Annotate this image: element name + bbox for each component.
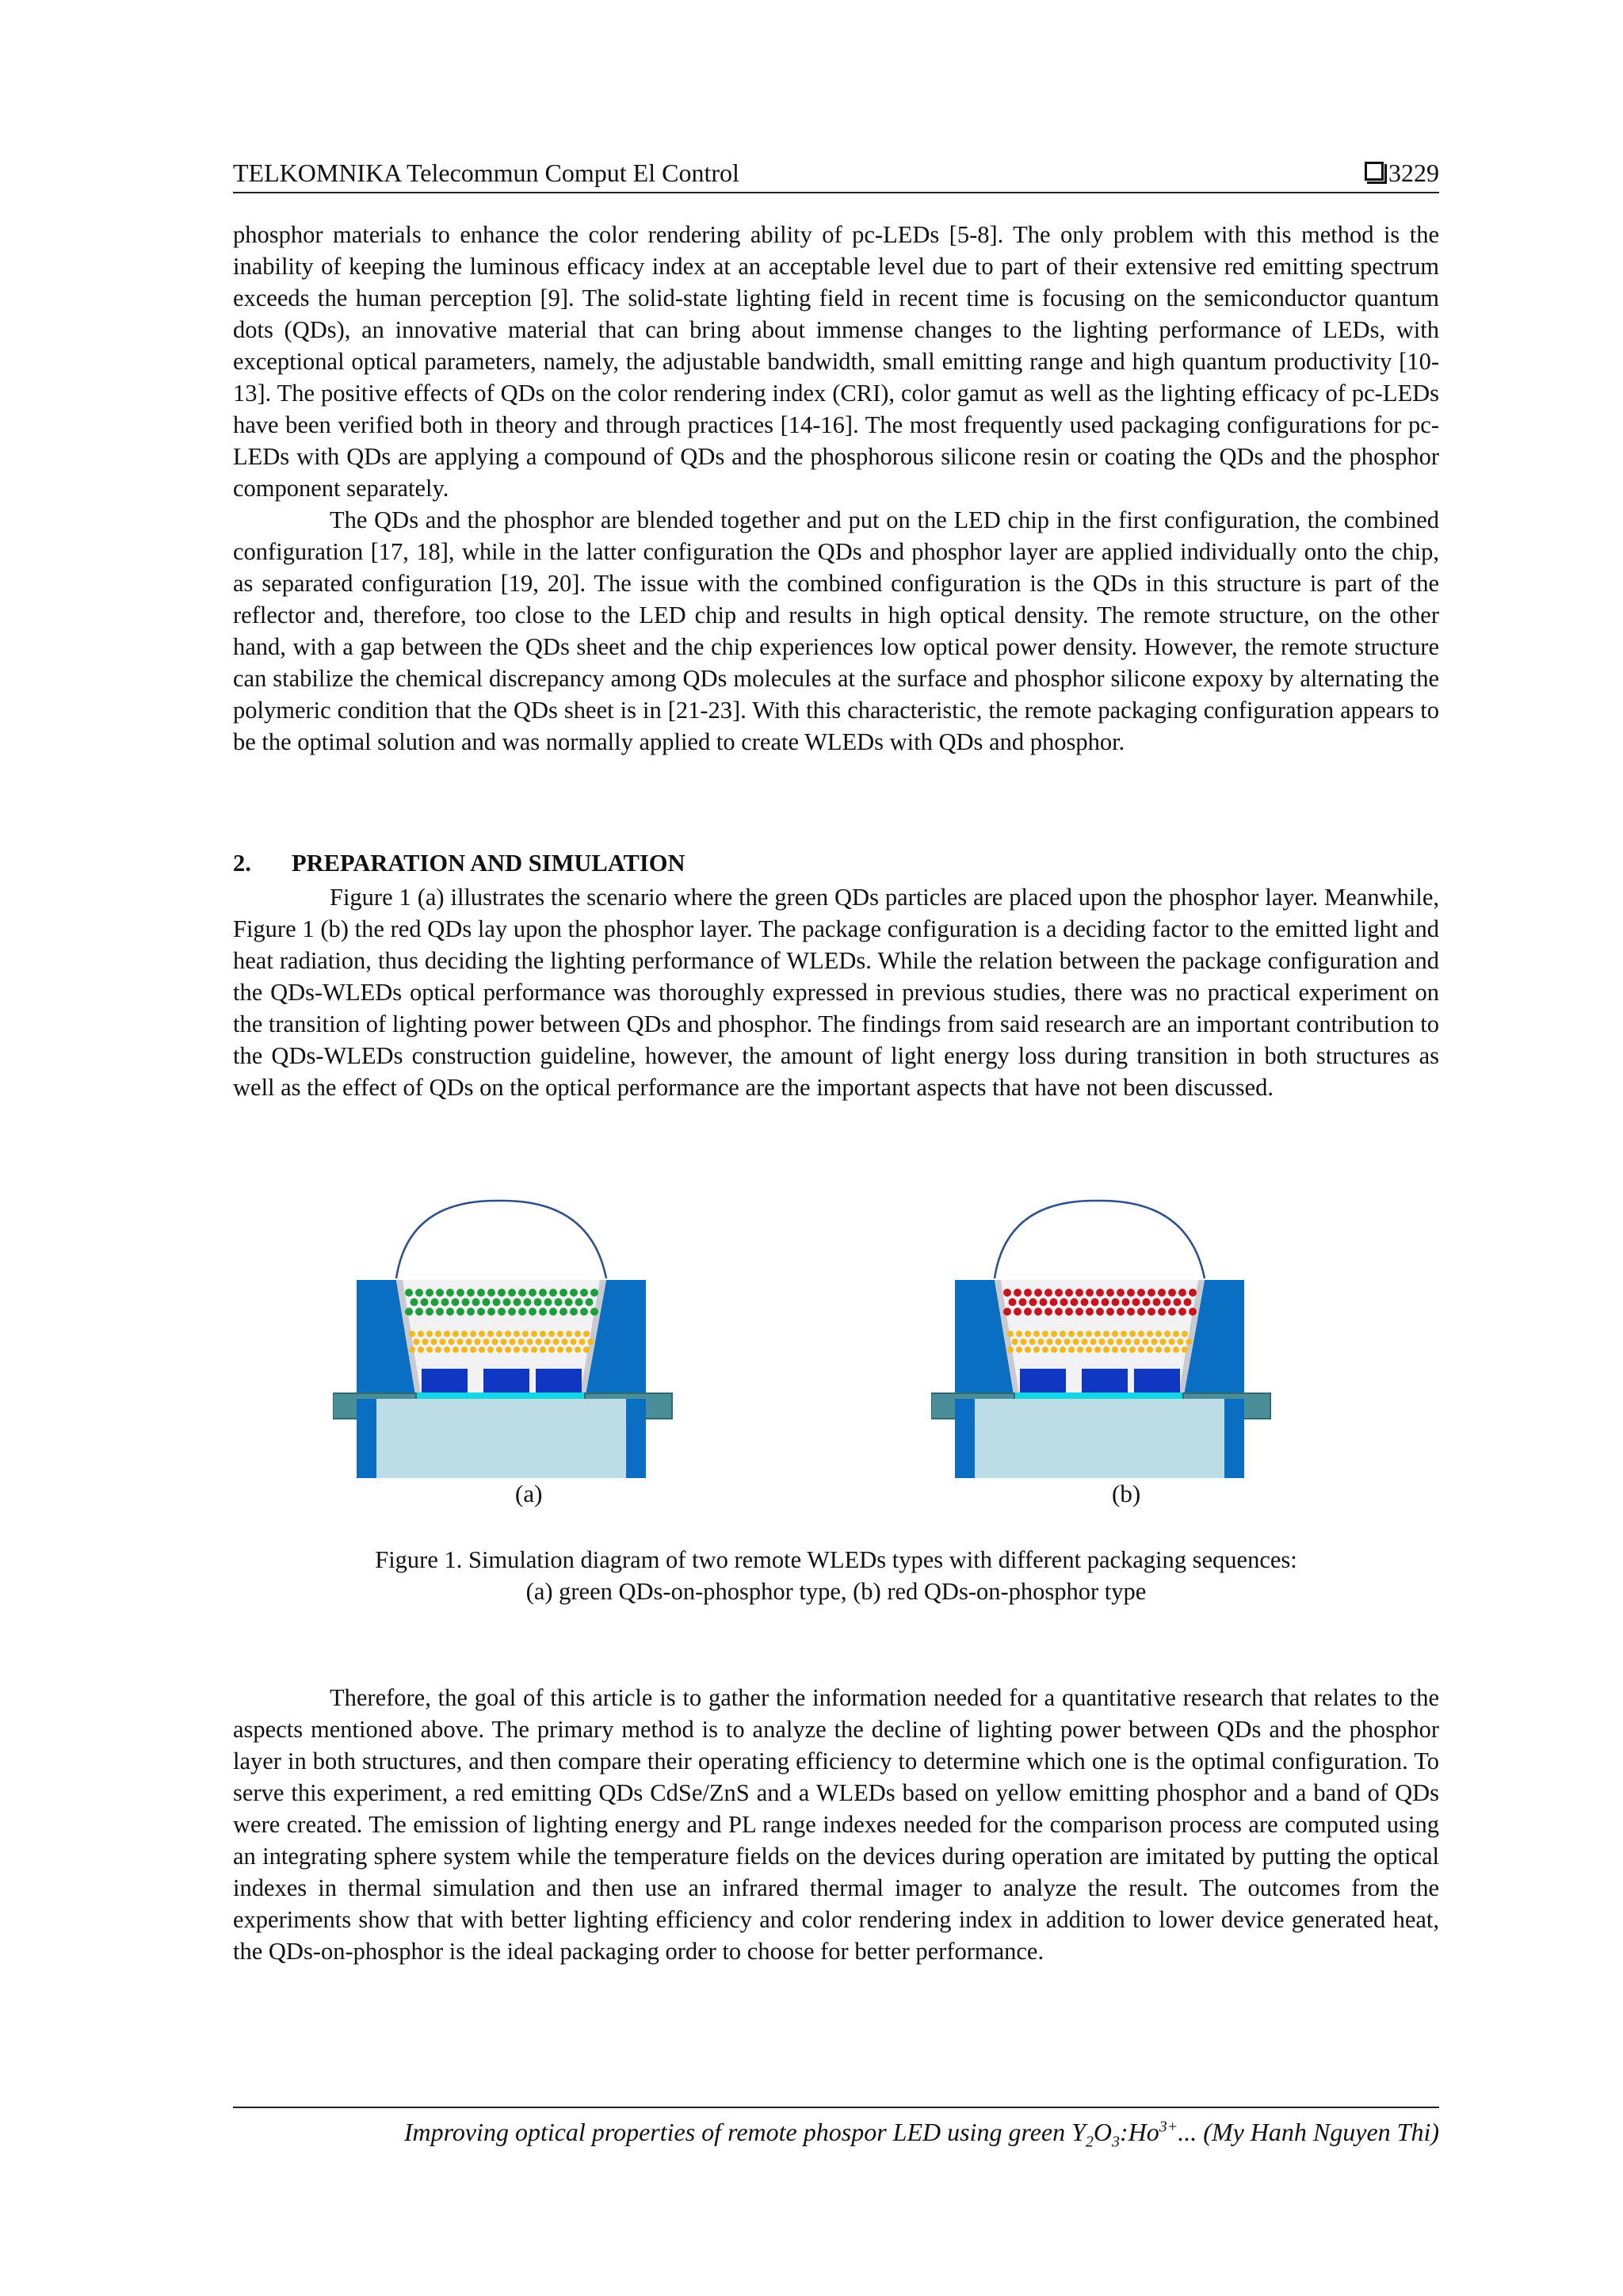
phosphor-particle: [479, 1347, 485, 1353]
red-qd-particle: [1184, 1298, 1192, 1306]
green-qd-particle: [452, 1298, 460, 1306]
page-box-icon: [1365, 162, 1384, 181]
green-qd-particle: [555, 1298, 563, 1306]
phosphor-particle: [470, 1331, 476, 1337]
red-qd-particle: [1091, 1298, 1099, 1306]
phosphor-particle: [1033, 1331, 1040, 1337]
phosphor-particle: [514, 1331, 520, 1337]
phosphor-particle: [1182, 1331, 1188, 1337]
led-chip: [422, 1369, 468, 1392]
phosphor-particle: [1134, 1339, 1140, 1345]
phosphor-particle: [453, 1347, 459, 1353]
red-qd-particle: [1050, 1298, 1058, 1306]
page-footer: [233, 2107, 1439, 2151]
green-qd-particle: [570, 1289, 578, 1297]
phosphor-particle: [1016, 1331, 1022, 1337]
led-chip: [1134, 1369, 1180, 1392]
phosphor-particle: [557, 1331, 563, 1337]
chip-base: [1014, 1392, 1183, 1399]
green-qd-particle: [415, 1289, 423, 1297]
green-qd-particle: [446, 1289, 454, 1297]
phosphor-particle: [548, 1347, 555, 1353]
red-qd-particle: [1081, 1298, 1089, 1306]
phosphor-particle: [1086, 1331, 1092, 1337]
phosphor-particle: [435, 1347, 441, 1353]
phosphor-particle: [1060, 1347, 1066, 1353]
phosphor-particle: [1077, 1347, 1083, 1353]
phosphor-particle: [1169, 1339, 1175, 1345]
green-qd-particle: [462, 1298, 470, 1306]
phosphor-particle: [1103, 1347, 1109, 1353]
phosphor-particle: [492, 1339, 498, 1345]
phosphor-particle: [1068, 1331, 1075, 1337]
red-qd-particle: [1137, 1289, 1145, 1297]
green-qd-particle: [426, 1308, 433, 1316]
footer-sub-2: 3: [1112, 2133, 1121, 2151]
journal-name: TELKOMNIKA Telecommun Comput El Control: [233, 159, 739, 187]
figure-1a-diagram: [333, 1193, 729, 1494]
red-qd-particle: [1086, 1308, 1094, 1316]
phosphor-particle: [431, 1339, 437, 1345]
green-qd-particle: [549, 1289, 557, 1297]
figure-label-b: (b): [1112, 1480, 1141, 1507]
green-qd-particle: [580, 1308, 588, 1316]
paragraph-4: Therefore, the goal of this article is to gather the information needed for a quantitative research that relates to the aspects mentioned above. The primary method is to analyze the decline of lighting power between QDs and the phosphor layer in both structures, and then compare their operating efficiency to determine which one is the optimal configuration. To serve this experiment, a red emitting QDs CdSe/ZnS and a WLEDs based on yellow emitting phosphor and a band of QDs were created. The emission of lighting energy and PL range indexes needed for the comparison process are computed using an integrating sphere system while the temperature fields on the devices during operation are imitated by putting the optical indexes in thermal simulation and then use an infrared thermal imager to analyze the result. The outcomes from the experiments show that with better lighting efficiency and color rendering index in addition to lower device generated heat, the QDs-on-phosphor is the ideal packaging order to choose for better performance.: [233, 1684, 1439, 1965]
red-qd-particle: [1158, 1289, 1166, 1297]
phosphor-particle: [1094, 1347, 1101, 1353]
phosphor-particle: [1108, 1339, 1114, 1345]
phosphor-particle: [1099, 1339, 1106, 1345]
phosphor-particle: [1082, 1339, 1088, 1345]
phosphor-particle: [479, 1331, 485, 1337]
red-qd-particle: [1106, 1289, 1114, 1297]
phosphor-particle: [1143, 1339, 1149, 1345]
phosphor-particle: [444, 1347, 450, 1353]
phosphor-particle: [1038, 1339, 1044, 1345]
phosphor-particle: [409, 1331, 415, 1337]
phosphor-particle: [531, 1331, 537, 1337]
green-qd-particle: [498, 1308, 506, 1316]
phosphor-particle: [531, 1347, 537, 1353]
figure-1b-diagram: [931, 1193, 1327, 1494]
substrate: [376, 1399, 626, 1478]
phosphor-particle: [501, 1339, 507, 1345]
phosphor-particle: [449, 1339, 455, 1345]
green-qd-particle: [436, 1308, 444, 1316]
green-qd-particle: [436, 1289, 444, 1297]
red-qd-particle: [1122, 1298, 1130, 1306]
green-qd-particle: [544, 1298, 552, 1306]
red-qd-particle: [1132, 1298, 1140, 1306]
phosphor-particle: [1138, 1347, 1144, 1353]
phosphor-particle: [522, 1331, 529, 1337]
red-qd-particle: [1060, 1298, 1068, 1306]
figure-caption-line-1: Figure 1. Simulation diagram of two remote WLEDs types with different packaging sequences:: [375, 1546, 1297, 1573]
green-qd-particle: [405, 1289, 413, 1297]
led-chip: [1082, 1369, 1128, 1392]
phosphor-particle: [544, 1339, 551, 1345]
green-qd-particle: [405, 1308, 413, 1316]
green-qd-particle: [565, 1298, 573, 1306]
green-qd-particle: [529, 1289, 537, 1297]
red-qd-particle: [1009, 1298, 1017, 1306]
phosphor-particle: [1129, 1331, 1136, 1337]
red-qd-particle: [1003, 1289, 1011, 1297]
footer-title-prefix: Improving optical properties of remote phospor LED using green Y: [403, 2118, 1086, 2146]
phosphor-particle: [1117, 1339, 1123, 1345]
phosphor-particle: [1103, 1331, 1109, 1337]
phosphor-particle: [1073, 1339, 1079, 1345]
phosphor-particle: [1086, 1347, 1092, 1353]
red-qd-particle: [1148, 1308, 1155, 1316]
red-qd-particle: [1096, 1308, 1104, 1316]
phosphor-particle: [457, 1339, 464, 1345]
green-qd-particle: [559, 1308, 567, 1316]
green-qd-particle: [508, 1308, 516, 1316]
green-qd-particle: [590, 1308, 598, 1316]
phosphor-particle: [487, 1347, 494, 1353]
paragraph-3: Figure 1 (a) illustrates the scenario where the green QDs particles are placed upon the phosphor layer. Meanwhile, Figure 1 (b) the red QDs lay upon the phosphor layer. The package configuration is a deciding factor to the emitted light and heat radiation, thus deciding the lighting performance of WLEDs. While the relation between the package configuration and the QDs-WLEDs optical performance was thoroughly expressed in previous studies, there was no practical experiment on the transition of lighting power between QDs and phosphor. The findings from said research are an important contribution to the QDs-WLEDs construction guideline, however, the amount of light energy loss during transition in both structures as well as the effect of QDs on the optical performance are the important aspects that have not been discussed.: [233, 884, 1439, 1101]
phosphor-particle: [583, 1347, 590, 1353]
phosphor-particle: [1064, 1339, 1071, 1345]
phosphor-particle: [1147, 1347, 1153, 1353]
paragraph-1: phosphor materials to enhance the color rendering ability of pc-LEDs [5-8]. The only problem with this method is the inability of keeping the luminous efficacy index at an acceptable level due to part of their extensive red emitting spectrum exceeds the human perception [9]. The solid-state lighting field in recent time is focusing on the semiconductor quantum dots (QDs), an innovative material that can bring about immense changes to the lighting performance of LEDs, with exceptional optical parameters, namely, the adjustable bandwidth, small emitting range and high quantum productivity [10-13]. The positive effects of QDs on the color rendering index (CRI), color gamut as well as the lighting efficacy of pc-LEDs have been verified both in theory and through practices [14-16]. The most frequently used packaging configurations for pc-LEDs with QDs are applying a compound of QDs and the phosphorous silicone resin or coating the QDs and the phosphor component separately.: [233, 221, 1439, 502]
phosphor-particle: [1077, 1331, 1083, 1337]
paragraph-2: The QDs and the phosphor are blended together and put on the LED chip in the first configuration, the combined configuration [17, 18], while in the latter configuration the QDs and phosphor layer are applied individually onto the chip, as separated configuration [19, 20]. The issue with the combined configuration is the QDs in this structure is part of the reflector and, therefore, too close to the LED chip and results in high optical density. The remote structure, on the other hand, with a gap between the QDs sheet and the chip experiences low optical power density. However, the remote structure can stabilize the chemical discrepancy among QDs molecules at the surface and phosphor silicone expoxy by alternating the polymeric condition that the QDs sheet is in [21-23]. With this characteristic, the remote packaging configuration appears to be the optimal solution and was normally applied to create WLEDs with QDs and phosphor.: [233, 506, 1439, 755]
green-qd-particle: [446, 1308, 454, 1316]
green-qd-particle: [508, 1289, 516, 1297]
green-qd-particle: [590, 1289, 598, 1297]
red-qd-particle: [1075, 1289, 1083, 1297]
phosphor-particle: [435, 1331, 441, 1337]
green-qd-particle: [518, 1289, 526, 1297]
phosphor-particle: [1051, 1331, 1057, 1337]
red-qd-particle: [1034, 1289, 1042, 1297]
phosphor-particle: [1173, 1331, 1179, 1337]
red-qd-particle: [1029, 1298, 1037, 1306]
red-qd-particle: [1174, 1298, 1182, 1306]
green-qd-particle: [456, 1289, 464, 1297]
green-qd-particle: [421, 1298, 429, 1306]
green-qd-particle: [575, 1298, 583, 1306]
phosphor-particle: [426, 1347, 433, 1353]
phosphor-particle: [422, 1339, 429, 1345]
phosphor-particle: [1056, 1339, 1062, 1345]
red-qd-particle: [1153, 1298, 1161, 1306]
phosphor-particle: [1042, 1347, 1048, 1353]
red-qd-particle: [1044, 1289, 1052, 1297]
phosphor-particle: [579, 1339, 586, 1345]
phosphor-particle: [496, 1347, 502, 1353]
green-qd-particle: [467, 1289, 475, 1297]
substrate: [975, 1399, 1224, 1478]
red-qd-particle: [1112, 1298, 1120, 1306]
red-qd-particle: [1003, 1308, 1011, 1316]
figure-1b: [931, 1193, 1327, 1494]
phosphor-particle: [1012, 1339, 1018, 1345]
red-qd-particle: [1117, 1289, 1125, 1297]
red-qd-particle: [1055, 1289, 1063, 1297]
red-qd-particle: [1014, 1308, 1022, 1316]
phosphor-particle: [444, 1331, 450, 1337]
green-qd-particle: [467, 1308, 475, 1316]
phosphor-particle: [1029, 1339, 1036, 1345]
red-qd-particle: [1178, 1289, 1186, 1297]
green-qd-particle: [549, 1308, 557, 1316]
green-qd-particle: [529, 1308, 537, 1316]
green-qd-particle: [539, 1308, 547, 1316]
led-chip: [536, 1369, 582, 1392]
phosphor-particle: [518, 1339, 525, 1345]
phosphor-particle: [566, 1331, 572, 1337]
phosphor-particle: [1025, 1331, 1031, 1337]
phosphor-particle: [562, 1339, 568, 1345]
footer-title-suffix: ... (My Hanh Nguyen Thi): [1178, 2118, 1439, 2146]
red-qd-particle: [1102, 1298, 1109, 1306]
phosphor-particle: [1033, 1347, 1040, 1353]
phosphor-particle: [1164, 1331, 1170, 1337]
green-qd-particle: [580, 1289, 588, 1297]
phosphor-particle: [1047, 1339, 1053, 1345]
phosphor-particle: [1147, 1331, 1153, 1337]
phosphor-particle: [536, 1339, 542, 1345]
footer-sub-1: 2: [1085, 2133, 1094, 2151]
phosphor-particle: [1112, 1331, 1118, 1337]
led-chip: [1020, 1369, 1066, 1392]
section-title: PREPARATION AND SIMULATION: [292, 850, 685, 877]
red-qd-particle: [1044, 1308, 1052, 1316]
phosphor-particle: [1025, 1347, 1031, 1353]
footer-mid-1: O: [1093, 2118, 1113, 2146]
phosphor-particle: [1007, 1347, 1014, 1353]
phosphor-layer: [409, 1331, 594, 1353]
green-qd-particle: [483, 1298, 491, 1306]
red-qd-particle: [1096, 1289, 1104, 1297]
green-qd-particle: [431, 1298, 439, 1306]
green-qd-particle: [586, 1298, 594, 1306]
green-qd-particle: [503, 1298, 511, 1306]
phosphor-particle: [1112, 1347, 1118, 1353]
phosphor-particle: [440, 1339, 446, 1345]
lens-dome: [995, 1201, 1205, 1278]
phosphor-particle: [522, 1347, 529, 1353]
red-qd-particle: [1034, 1308, 1042, 1316]
phosphor-particle: [426, 1331, 433, 1337]
phosphor-particle: [571, 1339, 577, 1345]
red-qd-particle: [1127, 1289, 1135, 1297]
phosphor-particle: [1060, 1331, 1066, 1337]
phosphor-particle: [418, 1347, 424, 1353]
footer-sup: 3+: [1159, 2118, 1178, 2136]
red-qd-particle: [1158, 1308, 1166, 1316]
red-qd-particle: [1178, 1308, 1186, 1316]
phosphor-particle: [1042, 1331, 1048, 1337]
green-qd-particle: [514, 1298, 521, 1306]
red-qd-particle: [1055, 1308, 1063, 1316]
phosphor-particle: [1121, 1331, 1127, 1337]
green-qd-particle: [559, 1289, 567, 1297]
phosphor-particle: [475, 1339, 481, 1345]
footer-mid-2: :Ho: [1120, 2118, 1159, 2146]
phosphor-particle: [1051, 1347, 1057, 1353]
phosphor-particle: [527, 1339, 533, 1345]
phosphor-particle: [1138, 1331, 1144, 1337]
phosphor-particle: [553, 1339, 559, 1345]
phosphor-particle: [1068, 1347, 1075, 1353]
phosphor-particle: [1151, 1339, 1158, 1345]
phosphor-particle: [557, 1347, 563, 1353]
phosphor-particle: [1121, 1347, 1127, 1353]
phosphor-particle: [461, 1331, 468, 1337]
phosphor-particle: [414, 1339, 420, 1345]
red-qd-particle: [1024, 1289, 1032, 1297]
phosphor-particle: [418, 1331, 424, 1337]
green-qd-particle: [472, 1298, 480, 1306]
phosphor-particle: [453, 1331, 459, 1337]
phosphor-particle: [1186, 1339, 1193, 1345]
green-qd-particle: [411, 1298, 418, 1306]
green-qd-particle: [415, 1308, 423, 1316]
red-qd-particle: [1086, 1289, 1094, 1297]
phosphor-particle: [588, 1339, 594, 1345]
red-qd-particle: [1148, 1289, 1155, 1297]
green-qd-particle: [570, 1308, 578, 1316]
red-qd-particle: [1040, 1298, 1048, 1306]
red-qd-particle: [1189, 1289, 1197, 1297]
phosphor-particle: [1155, 1331, 1162, 1337]
phosphor-particle: [575, 1347, 581, 1353]
phosphor-particle: [409, 1347, 415, 1353]
green-qd-particle: [534, 1298, 542, 1306]
phosphor-particle: [548, 1331, 555, 1337]
phosphor-particle: [461, 1347, 468, 1353]
phosphor-particle: [566, 1347, 572, 1353]
chip-base: [416, 1392, 585, 1399]
red-qd-particle: [1014, 1289, 1022, 1297]
red-qd-particle: [1163, 1298, 1171, 1306]
phosphor-particle: [1160, 1339, 1167, 1345]
section-heading: [233, 850, 685, 877]
phosphor-particle: [487, 1331, 494, 1337]
red-qd-particle: [1127, 1308, 1135, 1316]
red-qd-particle: [1168, 1308, 1176, 1316]
red-qd-particle: [1024, 1308, 1032, 1316]
red-qd-particle: [1065, 1289, 1073, 1297]
page-header: [233, 155, 1439, 193]
green-qd-particle: [477, 1308, 485, 1316]
green-qd-particle: [518, 1308, 526, 1316]
phosphor-particle: [583, 1331, 590, 1337]
red-qd-particle: [1071, 1298, 1079, 1306]
phosphor-particle: [1094, 1331, 1101, 1337]
phosphor-particle: [505, 1347, 511, 1353]
green-qd-particle: [456, 1308, 464, 1316]
green-qd-particle: [524, 1298, 532, 1306]
green-qd-particle: [498, 1289, 506, 1297]
green-qd-particle: [487, 1308, 495, 1316]
green-qd-particle: [477, 1289, 485, 1297]
red-qd-particle: [1137, 1308, 1145, 1316]
phosphor-particle: [575, 1331, 581, 1337]
red-qd-particle: [1065, 1308, 1073, 1316]
phosphor-particle: [1178, 1339, 1184, 1345]
phosphor-particle: [540, 1331, 546, 1337]
phosphor-particle: [510, 1339, 516, 1345]
phosphor-particle: [1129, 1347, 1136, 1353]
green-qd-particle: [441, 1298, 449, 1306]
phosphor-particle: [1007, 1331, 1014, 1337]
figure-1a: [333, 1193, 729, 1494]
led-chip: [483, 1369, 529, 1392]
phosphor-particle: [540, 1347, 546, 1353]
red-qd-particle: [1117, 1308, 1125, 1316]
phosphor-particle: [470, 1347, 476, 1353]
phosphor-particle: [1021, 1339, 1027, 1345]
green-qd-particle: [493, 1298, 501, 1306]
green-qd-particle: [487, 1289, 495, 1297]
phosphor-layer: [1007, 1331, 1193, 1353]
phosphor-particle: [1164, 1347, 1170, 1353]
phosphor-particle: [514, 1347, 520, 1353]
figure-caption-line-2: (a) green QDs-on-phosphor type, (b) red QDs-on-phosphor type: [525, 1578, 1147, 1605]
section-number: 2.: [233, 850, 251, 877]
green-qd-particle: [426, 1289, 433, 1297]
red-qd-particle: [1019, 1298, 1027, 1306]
red-qd-particle: [1189, 1308, 1197, 1316]
figure-label-a: (a): [515, 1480, 543, 1507]
red-qd-particle: [1106, 1308, 1114, 1316]
phosphor-particle: [483, 1339, 490, 1345]
phosphor-particle: [1173, 1347, 1179, 1353]
phosphor-particle: [1125, 1339, 1132, 1345]
red-qd-particle: [1143, 1298, 1151, 1306]
phosphor-particle: [496, 1331, 502, 1337]
lens-dome: [396, 1201, 606, 1278]
red-qd-particle: [1075, 1308, 1083, 1316]
green-qd-particle: [539, 1289, 547, 1297]
phosphor-particle: [1155, 1347, 1162, 1353]
phosphor-particle: [1090, 1339, 1097, 1345]
phosphor-particle: [505, 1331, 511, 1337]
page-number: 3229: [1388, 159, 1439, 187]
phosphor-particle: [1182, 1347, 1188, 1353]
phosphor-particle: [1016, 1347, 1022, 1353]
figure-caption: [233, 1544, 1439, 1607]
phosphor-particle: [466, 1339, 472, 1345]
red-qd-particle: [1168, 1289, 1176, 1297]
